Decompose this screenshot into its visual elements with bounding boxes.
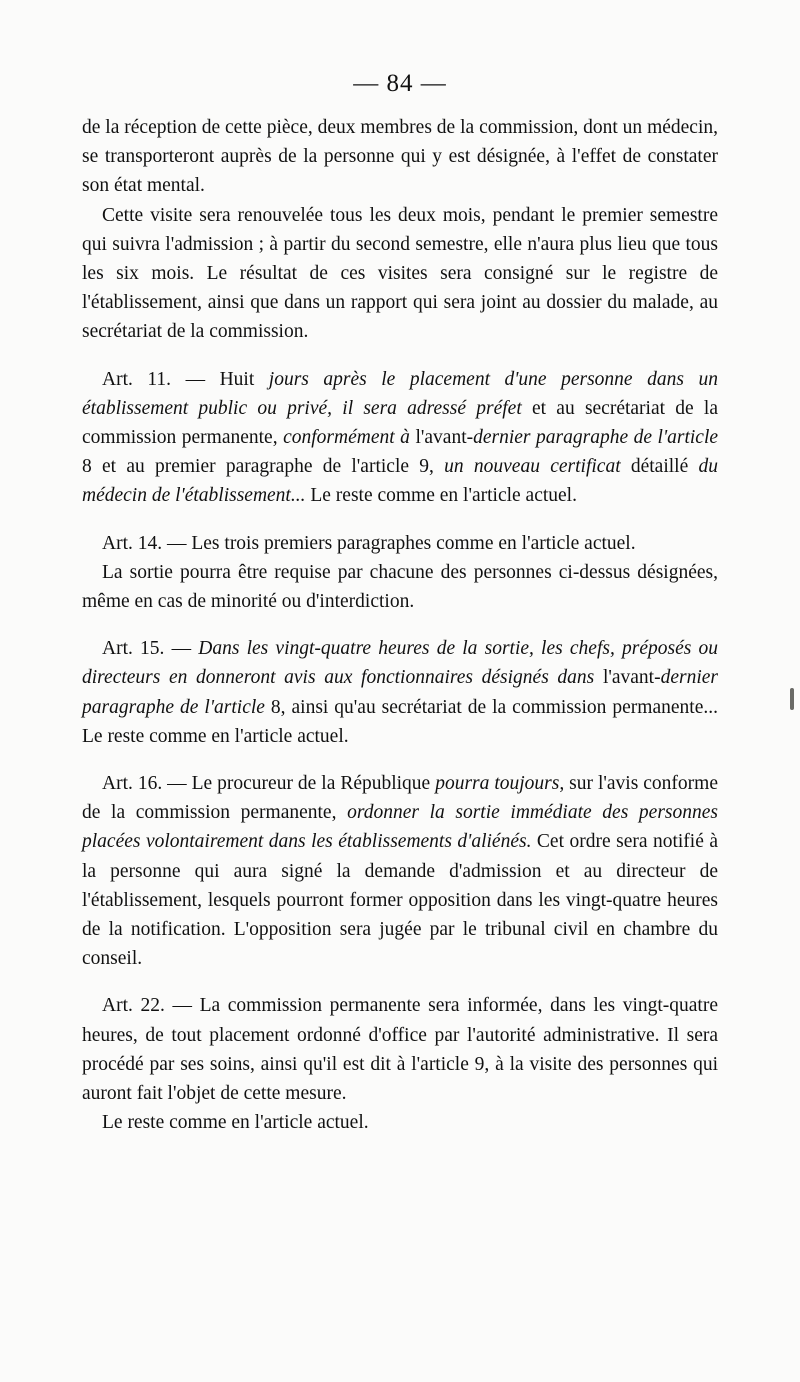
article-14: Art. 14. — Les trois premiers paragraphes comme en l'article actuel. [102, 532, 636, 554]
article-16-text-2: Cet ordre sera notifié à la personne qui aura signé la demande d'admission et au directeur de l'établissement, lesquels pourront former opposition dans les vingt-quatre heures de la notification. L'opposition sera jugée par le tribunal civil en chambre du conseil. [82, 831, 718, 970]
article-22-continuation: Le reste comme en l'article actuel. [102, 1112, 369, 1134]
article-11-italic-1: jours après le placement d'une personne dans un établissement public ou privé, il sera adressé préfet [82, 368, 718, 419]
article-15-text-2: 8, ainsi qu'au secrétariat de la commission permanente... Le reste comme en l'article actuel. [82, 696, 718, 747]
article-11-text-3: 8 et au premier paragraphe de l'article 9, [82, 456, 445, 478]
article-15 [82, 634, 718, 751]
article-11-heading: Art. 11. — Huit [102, 368, 269, 390]
article-11-italic-4: un nouveau certificat [444, 456, 621, 478]
margin-mark [790, 688, 794, 710]
article-11-text-4: détaillé [620, 456, 699, 478]
article-16 [82, 769, 718, 973]
article-15-heading: Art. 15. — [102, 638, 199, 660]
article-16-italic-2: ordonner la sortie immédiate des personnes placées volontairement dans les établissements d'aliénés. [82, 802, 718, 853]
article-11-italic-5: du médecin de l'établissement... [82, 456, 718, 507]
article-11-italic-2: conformément à [283, 427, 410, 449]
page-number: — 84 — [353, 70, 447, 97]
article-11-text-1: et au secrétariat de la commission permanente, [82, 397, 718, 449]
article-14-continuation: La sortie pourra être requise par chacune des personnes ci-dessus désignées, même en cas de minorité ou d'interdiction. [82, 561, 718, 613]
article-15-italic-2: dernier paragraphe de l'article [82, 667, 718, 718]
article-11-text-5: Le reste comme en l'article actuel. [305, 485, 577, 507]
article-11-italic-3: dernier paragraphe de l'article [473, 427, 719, 449]
document-body [82, 113, 718, 1138]
article-22: Art. 22. — La commission permanente sera informée, dans les vingt-quatre heures, de tout placement ordonné d'office par l'autorité administrative. Il sera procédé par ses soins, ainsi qu'il est dit à l'article 9, à la visite des personnes qui auront fait l'objet de cette mesure. [82, 995, 718, 1105]
article-11 [82, 365, 718, 511]
article-16-text-1: sur l'avis conforme de la commission permanente, [82, 773, 718, 824]
article-16-heading: Art. 16. — Le procureur de la République [102, 773, 436, 795]
article-16-italic-1: pourra toujours, [435, 773, 565, 795]
paragraph-continuation: de la réception de cette pièce, deux membres de la commission, dont un médecin, se transporteront auprès de la personne qui y est désignée, à l'effet de constater son état mental. [82, 117, 718, 197]
article-15-italic-1: Dans les vingt-quatre heures de la sortie, les chefs, préposés ou directeurs en donneront avis aux fonctionnaires désignés dans [82, 638, 718, 689]
article-15-text-1: l'avant- [594, 667, 661, 689]
paragraph-visits: Cette visite sera renouvelée tous les deux mois, pendant le premier semestre qui suivra l'admission ; à partir du second semestre, elle n'aura plus lieu que tous les six mois. Le résultat de ces visites sera consigné sur le registre de l'établissement, ainsi que dans un rapport qui sera joint au dossier du malade, au secrétariat de la commission. [82, 204, 718, 343]
article-11-text-2: l'avant- [409, 427, 474, 449]
